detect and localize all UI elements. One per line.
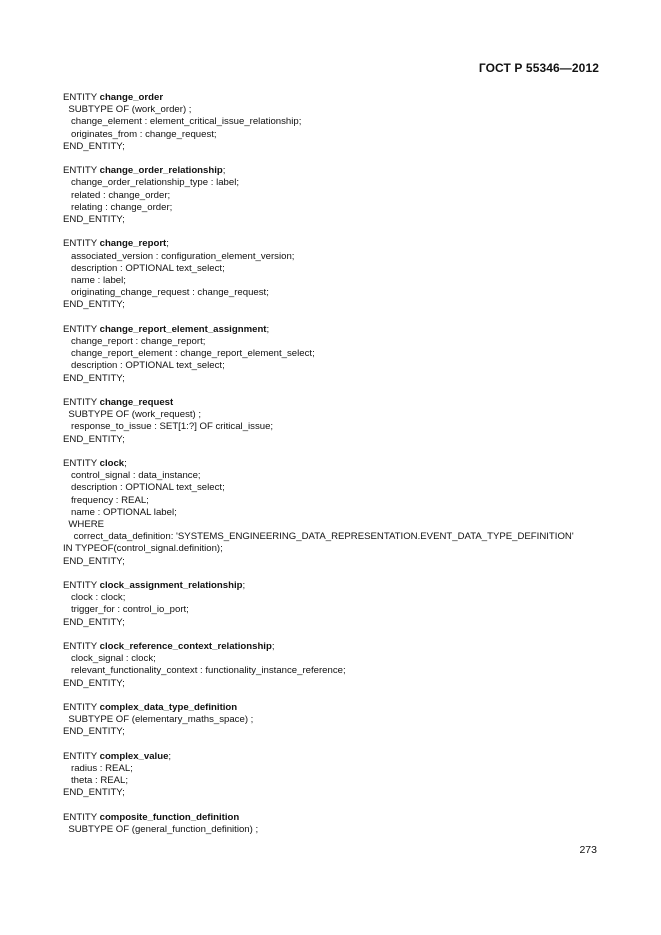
entity-body-line: END_ENTITY; (63, 555, 125, 567)
entity-declaration (63, 580, 611, 592)
entity-keyword: ENTITY (63, 323, 100, 335)
entity-body-line: description : OPTIONAL text_select; (63, 482, 225, 494)
entity-body-line: END_ENTITY; (63, 372, 125, 384)
entity-block (63, 92, 611, 153)
entity-block (63, 580, 611, 629)
entity-body-line: clock_signal : clock; (63, 653, 156, 665)
entity-keyword: ENTITY (63, 641, 100, 653)
entity-body-line: WHERE (63, 519, 105, 531)
entity-declaration (63, 702, 611, 714)
entity-block (63, 397, 611, 446)
entity-body-line: name : label; (63, 275, 126, 287)
entity-block (63, 641, 611, 690)
entity-block (63, 812, 611, 836)
entity-body-line: description : OPTIONAL text_select; (63, 262, 225, 274)
entity-terminator: ; (168, 750, 172, 762)
entity-terminator: ; (242, 580, 246, 592)
entity-body-line: response_to_issue : SET[1:?] OF critical_issue; (63, 421, 274, 433)
entity-terminator: ; (124, 458, 127, 470)
entity-keyword: ENTITY (63, 458, 100, 470)
entity-keyword: ENTITY (63, 238, 100, 250)
entity-keyword: ENTITY (63, 750, 100, 762)
entity-terminator: ; (222, 165, 226, 177)
entity-body-line: associated_version : configuration_element_version; (63, 250, 295, 262)
entity-name: change_order_relationship (99, 165, 223, 177)
entity-body-line: clock : clock; (63, 592, 126, 604)
entity-body-line: change_report_element : change_report_element_select; (63, 348, 315, 360)
entity-body-line: END_ENTITY; (63, 677, 125, 689)
entity-body-line: correct_data_definition: 'SYSTEMS_ENGINEERING_DATA_REPRESENTATION.EVENT_DATA_TYPE_DEFINITION' (63, 531, 574, 543)
entity-body-line: change_report : change_report; (63, 336, 206, 348)
entity-body-line: radius : REAL; (63, 763, 133, 775)
entity-name: change_report (99, 238, 167, 250)
entity-declaration (63, 165, 611, 177)
entity-declaration (63, 458, 611, 470)
entity-name: change_request (99, 397, 174, 409)
entity-keyword: ENTITY (63, 702, 100, 714)
entity-block (63, 751, 611, 800)
entity-keyword: ENTITY (63, 580, 100, 592)
entity-name: clock_reference_context_relationship (99, 641, 272, 653)
entity-name: complex_value (99, 750, 169, 762)
entity-body-line: END_ENTITY; (63, 616, 125, 628)
entity-terminator: ; (266, 323, 270, 335)
entity-name: composite_function_definition (99, 811, 240, 823)
entity-declaration (63, 641, 611, 653)
entity-name: change_order (99, 92, 164, 103)
entity-body-line: related : change_order; (63, 189, 171, 201)
entity-body-line: description : OPTIONAL text_select; (63, 360, 225, 372)
entity-block (63, 324, 611, 385)
entity-body-line: control_signal : data_instance; (63, 470, 201, 482)
entity-body-line: END_ENTITY; (63, 299, 125, 311)
entity-body-line: originates_from : change_request; (63, 128, 217, 140)
entity-declaration (63, 397, 611, 409)
entity-block (63, 702, 611, 739)
entity-name: clock_assignment_relationship (99, 580, 243, 592)
page-number: 273 (579, 844, 597, 856)
entity-body-line: change_element : element_critical_issue_relationship; (63, 116, 302, 128)
entity-name: complex_data_type_definition (99, 702, 238, 714)
entity-body-line: END_ENTITY; (63, 787, 125, 799)
entity-body-line: frequency : REAL; (63, 494, 149, 506)
entity-terminator: ; (166, 238, 169, 250)
entity-declaration (63, 751, 611, 763)
entity-body-line: relating : change_order; (63, 201, 173, 213)
entity-keyword: ENTITY (63, 811, 100, 823)
entity-body-line: change_order_relationship_type : label; (63, 177, 240, 189)
entity-terminator: ; (271, 641, 275, 653)
entity-body-line: relevant_functionality_context : functionality_instance_reference; (63, 665, 346, 677)
entity-declaration (63, 238, 611, 250)
entity-declaration (63, 324, 611, 336)
express-schema-listing (63, 92, 611, 848)
entity-block (63, 458, 611, 568)
entity-keyword: ENTITY (63, 397, 100, 409)
entity-body-line: SUBTYPE OF (work_request) ; (63, 409, 202, 421)
entity-body-line: originating_change_request : change_request; (63, 287, 269, 299)
entity-body-line: IN TYPEOF(control_signal.definition); (63, 543, 223, 555)
entity-body-line: SUBTYPE OF (elementary_maths_space) ; (63, 714, 254, 726)
entity-body-line: END_ENTITY; (63, 726, 125, 738)
entity-body-line: name : OPTIONAL label; (63, 506, 177, 518)
entity-block (63, 165, 611, 226)
entity-name: change_report_element_assignment (99, 323, 267, 335)
entity-body-line: END_ENTITY; (63, 433, 125, 445)
entity-block (63, 238, 611, 311)
entity-body-line: END_ENTITY; (63, 140, 125, 152)
page-header-standard: ГОСТ Р 55346—2012 (478, 61, 599, 75)
entity-declaration (63, 92, 611, 104)
entity-keyword: ENTITY (63, 92, 100, 103)
entity-body-line: END_ENTITY; (63, 214, 125, 226)
entity-declaration (63, 812, 611, 824)
entity-name: clock (99, 458, 125, 470)
entity-body-line: trigger_for : control_io_port; (63, 604, 189, 616)
entity-body-line: SUBTYPE OF (general_function_definition) ; (63, 824, 259, 836)
entity-keyword: ENTITY (63, 165, 100, 177)
entity-body-line: SUBTYPE OF (work_order) ; (63, 104, 192, 116)
entity-body-line: theta : REAL; (63, 775, 129, 787)
